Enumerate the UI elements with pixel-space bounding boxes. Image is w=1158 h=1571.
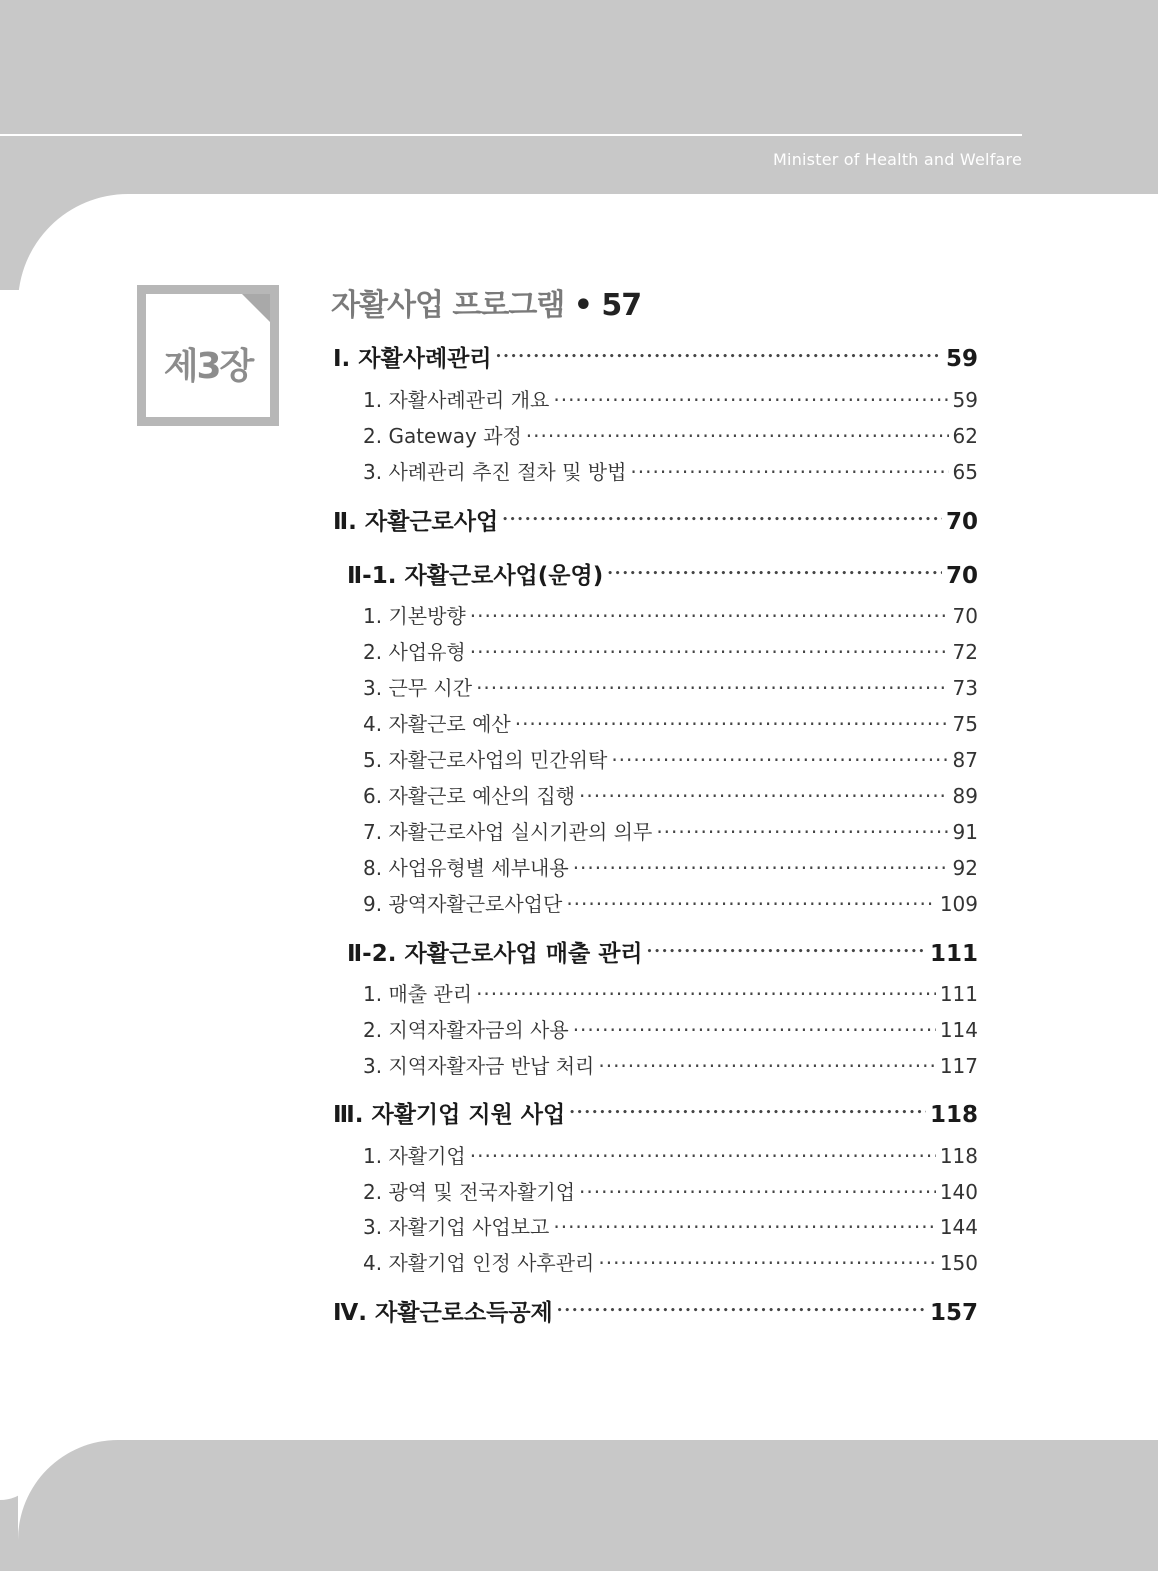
toc-label: Ⅱ. 자활근로사업 [333, 509, 499, 535]
toc-leader-dots [526, 424, 949, 448]
toc-label: Ⅲ. 자활기업 지원 사업 [333, 1102, 566, 1128]
toc-leader-dots [476, 982, 936, 1006]
toc-page-number: 59 [945, 346, 978, 372]
toc-page-number: 89 [952, 784, 978, 808]
toc-item [363, 1014, 978, 1043]
toc-leader-dots [502, 514, 942, 525]
chapter-box [137, 285, 279, 426]
toc-section [333, 1096, 978, 1129]
chapter-label: 제3장 [163, 346, 253, 387]
toc-item [363, 744, 978, 773]
toc-page-number: 70 [945, 509, 978, 535]
toc-leader-dots [598, 1054, 935, 1078]
toc-page-number: 111 [939, 982, 978, 1006]
toc-leader-dots [553, 388, 948, 412]
toc-label: 4. 자활근로 예산 [363, 712, 511, 736]
toc-section [347, 935, 978, 968]
toc-item [363, 636, 978, 665]
toc-page-number: 117 [939, 1054, 978, 1078]
chapter-title-separator: • [573, 288, 592, 323]
toc-page-number: 87 [952, 748, 978, 772]
chapter-corner-icon [242, 294, 270, 322]
toc-leader-dots [579, 784, 949, 808]
toc-page-number: 91 [952, 820, 978, 844]
header-rule [0, 134, 1022, 136]
toc-leader-dots [553, 1215, 935, 1239]
toc-label: 6. 자활근로 예산의 집행 [363, 784, 576, 808]
toc-label: 1. 매출 관리 [363, 982, 473, 1006]
toc-leader-dots [607, 568, 942, 579]
toc-page-number: 150 [939, 1251, 978, 1275]
toc-label: 3. 사례관리 추진 절차 및 방법 [363, 460, 627, 484]
toc-page-number: 140 [939, 1180, 978, 1204]
toc-label: 8. 사업유형별 세부내용 [363, 856, 569, 880]
toc-leader-dots [579, 1180, 936, 1204]
toc-page-number: 72 [952, 640, 978, 664]
toc-label: 2. Gateway 과정 [363, 424, 522, 448]
toc-item [363, 600, 978, 629]
toc-item [363, 816, 978, 845]
toc-label: Ⅱ-1. 자활근로사업(운영) [347, 563, 604, 589]
toc-page-number: 92 [952, 856, 978, 880]
toc-label: 4. 자활기업 인정 사후관리 [363, 1251, 595, 1275]
toc-leader-dots [470, 1144, 936, 1168]
toc-label: 1. 기본방향 [363, 604, 466, 628]
toc-leader-dots [647, 946, 926, 957]
toc-page-number: 109 [939, 892, 978, 916]
toc-label: 9. 광역자활근로사업단 [363, 892, 563, 916]
toc-label: 2. 지역자활자금의 사용 [363, 1018, 569, 1042]
chapter-title-text: 자활사업 프로그램 [331, 288, 565, 323]
toc-page-number: 118 [929, 1102, 978, 1128]
toc-item [363, 780, 978, 809]
toc-item [363, 672, 978, 701]
toc-page-number: 59 [952, 388, 978, 412]
toc-page-number: 114 [939, 1018, 978, 1042]
toc-label: 2. 광역 및 전국자활기업 [363, 1180, 576, 1204]
toc-label: 7. 자활근로사업 실시기관의 의무 [363, 820, 653, 844]
toc-page-number: 75 [952, 712, 978, 736]
toc-item [363, 888, 978, 917]
toc-label: 3. 근무 시간 [363, 676, 473, 700]
toc-item [363, 1176, 978, 1205]
toc-leader-dots [496, 351, 942, 362]
toc-section [347, 557, 978, 590]
chapter-box-inner [146, 294, 270, 417]
toc-leader-dots [611, 748, 948, 772]
toc-label: 3. 자활기업 사업보고 [363, 1215, 550, 1239]
toc-page-number: 111 [929, 941, 978, 967]
toc-leader-dots [630, 460, 948, 484]
toc-page-number: 70 [952, 604, 978, 628]
toc-item [363, 1050, 978, 1079]
toc-leader-dots [656, 820, 948, 844]
toc-label: Ⅳ. 자활근로소득공제 [333, 1300, 553, 1326]
toc-leader-dots [566, 892, 935, 916]
toc-section [333, 503, 978, 536]
toc-page-number: 144 [939, 1215, 978, 1239]
toc-label: Ⅰ. 자활사례관리 [333, 346, 492, 372]
toc-page-number: 70 [945, 563, 978, 589]
toc-label: 1. 자활사례관리 개요 [363, 388, 550, 412]
toc-label: 1. 자활기업 [363, 1144, 466, 1168]
toc-page-number: 65 [952, 460, 978, 484]
toc-leader-dots [557, 1305, 926, 1316]
toc-leader-dots [569, 1107, 926, 1118]
toc-page-number: 73 [952, 676, 978, 700]
toc-page-number: 118 [939, 1144, 978, 1168]
toc-item [363, 708, 978, 737]
toc-leader-dots [573, 856, 949, 880]
toc-page-number: 62 [952, 424, 978, 448]
toc-label: 5. 자활근로사업의 민간위탁 [363, 748, 608, 772]
toc-leader-dots [515, 712, 949, 736]
toc-item [363, 978, 978, 1007]
toc-section [333, 1294, 978, 1327]
toc-leader-dots [598, 1251, 935, 1275]
toc-page-number: 157 [929, 1300, 978, 1326]
toc-item [363, 1140, 978, 1169]
toc-label: Ⅱ-2. 자활근로사업 매출 관리 [347, 941, 643, 967]
toc-item [363, 1247, 978, 1276]
toc-item [363, 456, 978, 485]
toc-leader-dots [573, 1018, 936, 1042]
chapter-title-page: 57 [601, 288, 642, 323]
toc-leader-dots [470, 604, 949, 628]
toc-leader-dots [476, 676, 948, 700]
footer-band [18, 1440, 1158, 1571]
chapter-title [331, 280, 641, 324]
toc-item [363, 384, 978, 413]
toc-item [363, 420, 978, 449]
header-text: Minister of Health and Welfare [773, 150, 1022, 169]
toc-leader-dots [470, 640, 949, 664]
toc-item [363, 1211, 978, 1240]
toc-section [333, 340, 978, 373]
toc-item [363, 852, 978, 881]
toc-label: 2. 사업유형 [363, 640, 466, 664]
toc-label: 3. 지역자활자금 반납 처리 [363, 1054, 595, 1078]
